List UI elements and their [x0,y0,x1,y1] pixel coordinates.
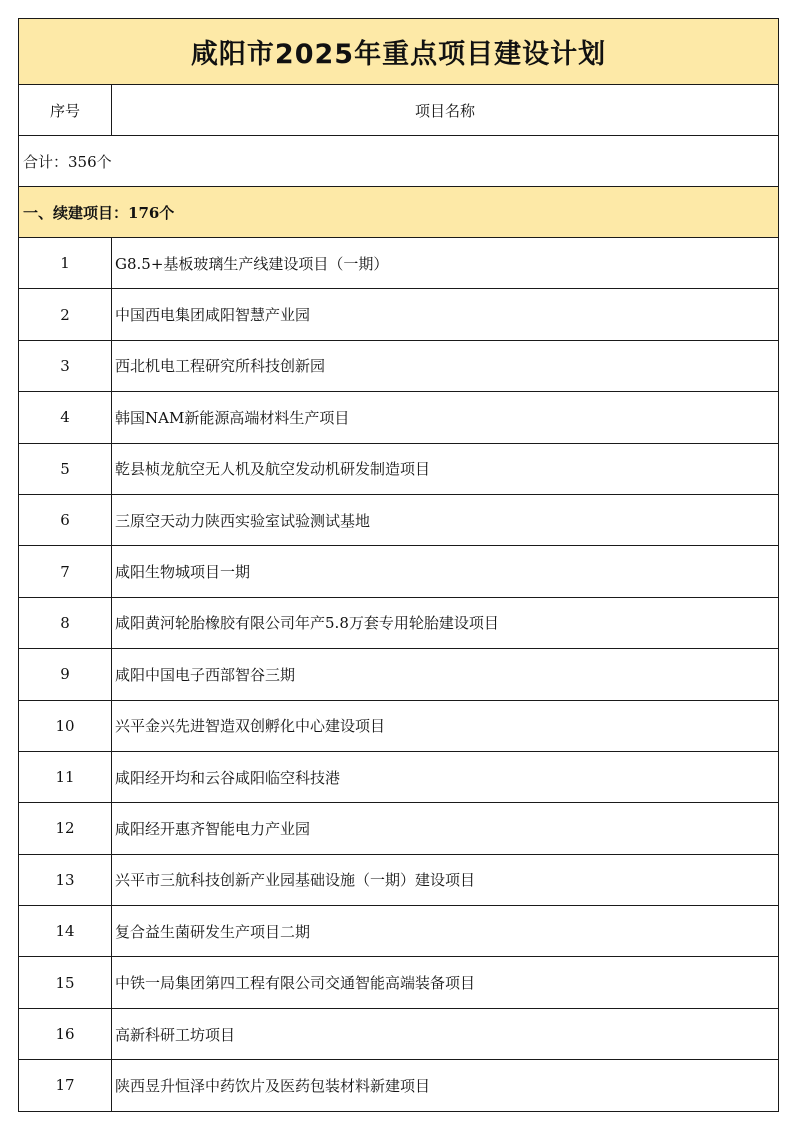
table-row [19,906,779,957]
project-name: G8.5+基板玻璃生产线建设项目（一期） [112,238,779,289]
row-number: 17 [19,1060,112,1111]
row-number: 14 [19,906,112,957]
project-name: 三原空天动力陕西实验室试验测试基地 [112,494,779,545]
row-number: 2 [19,289,112,340]
header-name: 项目名称 [112,85,779,136]
total-count: 合计：356个 [19,136,779,187]
table-row [19,649,779,700]
table-row [19,1060,779,1111]
table-row [19,700,779,751]
project-name: 复合益生菌研发生产项目二期 [112,906,779,957]
row-number: 7 [19,546,112,597]
table-row [19,803,779,854]
section-row [19,187,779,238]
project-name: 咸阳黄河轮胎橡胶有限公司年产5.8万套专用轮胎建设项目 [112,597,779,648]
table-row [19,238,779,289]
project-name: 西北机电工程研究所科技创新园 [112,340,779,391]
project-name: 兴平金兴先进智造双创孵化中心建设项目 [112,700,779,751]
project-name: 咸阳生物城项目一期 [112,546,779,597]
table-row [19,751,779,802]
row-number: 16 [19,1008,112,1059]
table-row [19,1008,779,1059]
project-name: 兴平市三航科技创新产业园基础设施（一期）建设项目 [112,854,779,905]
row-number: 13 [19,854,112,905]
table-row [19,854,779,905]
page-title: 咸阳市2025年重点项目建设计划 [19,19,779,85]
project-name: 乾县桢龙航空无人机及航空发动机研发制造项目 [112,443,779,494]
project-name: 咸阳经开惠齐智能电力产业园 [112,803,779,854]
table-row [19,340,779,391]
project-table [18,18,779,1112]
table-row [19,957,779,1008]
row-number: 10 [19,700,112,751]
project-name: 咸阳经开均和云谷咸阳临空科技港 [112,751,779,802]
project-name: 高新科研工坊项目 [112,1008,779,1059]
project-name: 中国西电集团咸阳智慧产业园 [112,289,779,340]
row-number: 12 [19,803,112,854]
total-row [19,136,779,187]
table-row [19,289,779,340]
row-number: 9 [19,649,112,700]
table-row [19,443,779,494]
project-name: 韩国NAM新能源高端材料生产项目 [112,392,779,443]
project-name: 陕西昱升恒泽中药饮片及医药包装材料新建项目 [112,1060,779,1111]
table-row [19,494,779,545]
header-seq: 序号 [19,85,112,136]
title-row [19,19,779,85]
row-number: 1 [19,238,112,289]
table-row [19,597,779,648]
table-row [19,546,779,597]
row-number: 4 [19,392,112,443]
project-name: 咸阳中国电子西部智谷三期 [112,649,779,700]
section-title: 一、续建项目：176个 [19,187,779,238]
table-row [19,392,779,443]
row-number: 11 [19,751,112,802]
row-number: 3 [19,340,112,391]
row-number: 8 [19,597,112,648]
row-number: 6 [19,494,112,545]
header-row [19,85,779,136]
project-name: 中铁一局集团第四工程有限公司交通智能高端装备项目 [112,957,779,1008]
row-number: 5 [19,443,112,494]
row-number: 15 [19,957,112,1008]
